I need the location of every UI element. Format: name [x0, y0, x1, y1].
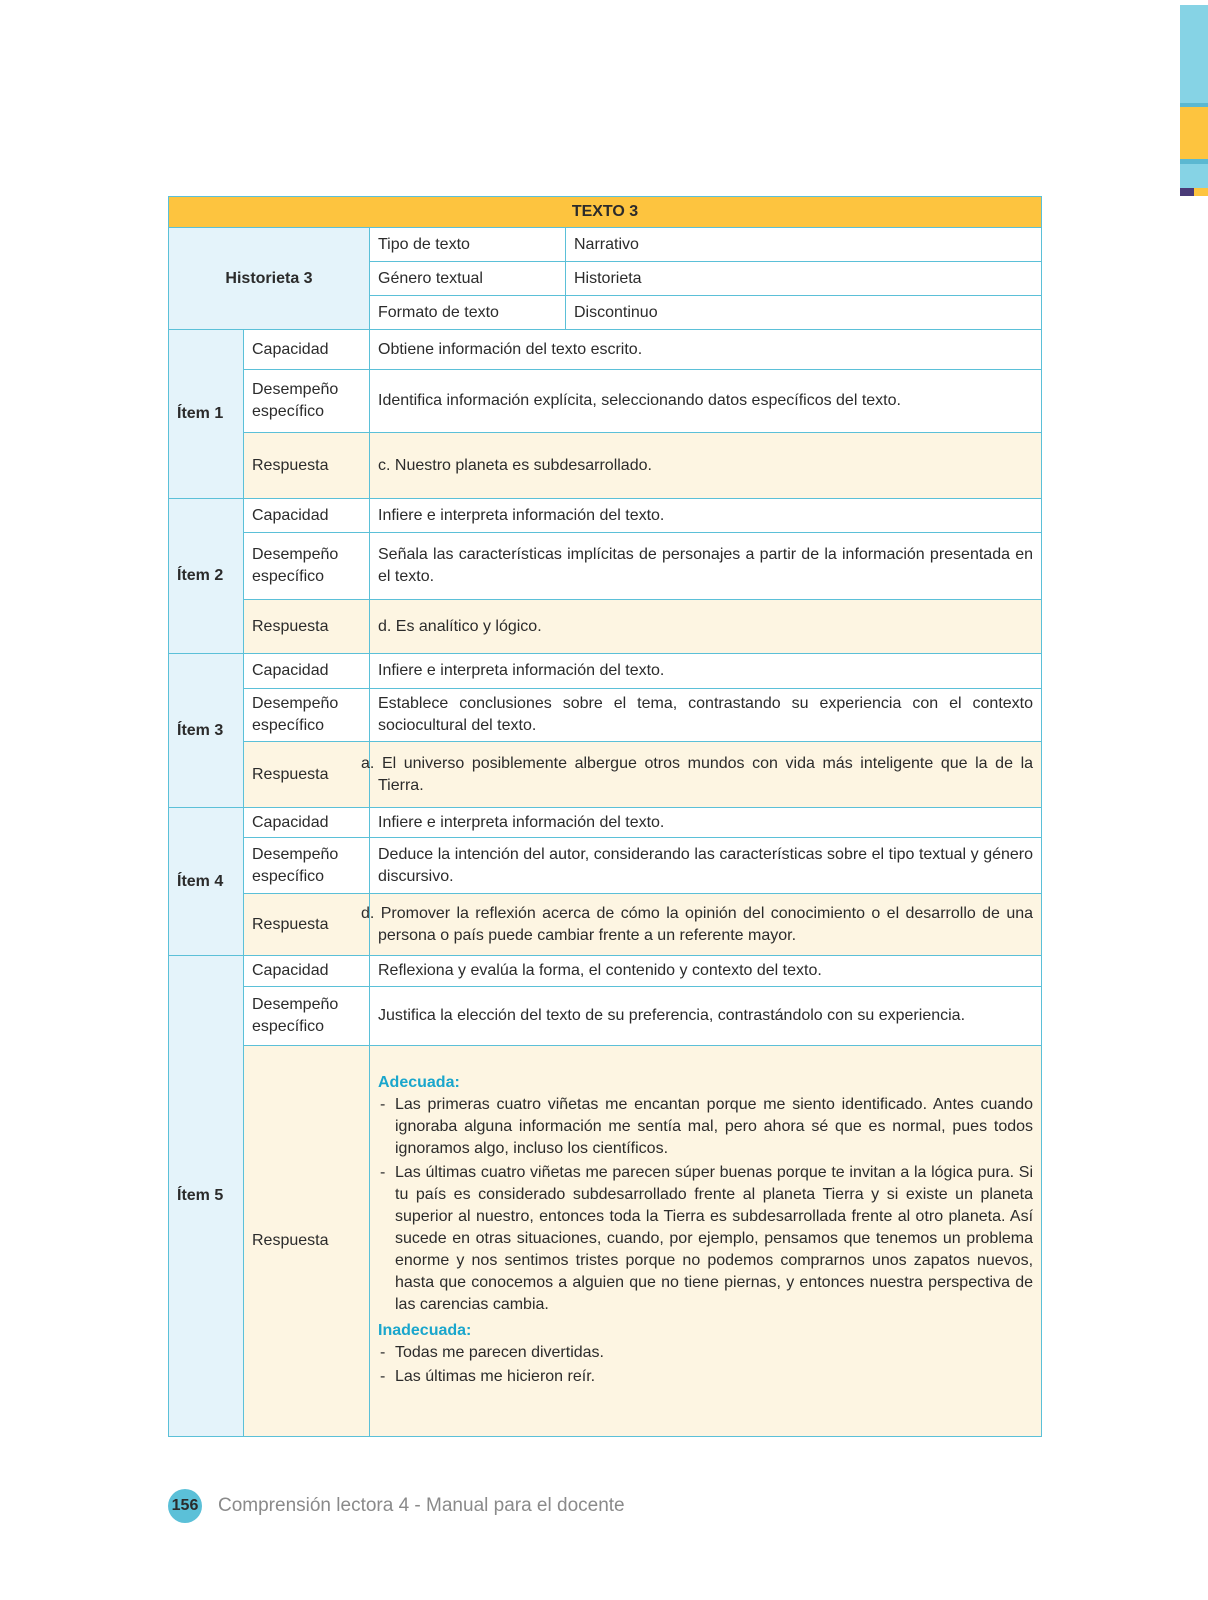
desempeno-label: Desempeño específico	[244, 533, 370, 600]
list-item: - Todas me parecen divertidas.	[378, 1342, 1033, 1364]
desempeno-label: Desempeño específico	[244, 838, 370, 894]
info-value: Historieta	[566, 262, 1042, 296]
capacidad-label: Capacidad	[244, 499, 370, 533]
info-value: Discontinuo	[566, 296, 1042, 330]
evaluation-table	[168, 196, 1042, 1437]
item-label: Ítem 4	[169, 808, 244, 956]
capacidad-label: Capacidad	[244, 330, 370, 370]
list-item: - Las últimas me hicieron reír.	[378, 1366, 1033, 1388]
desempeno-label: Desempeño específico	[244, 370, 370, 433]
capacidad-label: Capacidad	[244, 808, 370, 838]
side-tab-decoration	[1194, 188, 1208, 196]
desempeno-label: Desempeño específico	[244, 689, 370, 742]
capacidad-text: Obtiene información del texto escrito.	[370, 330, 1042, 370]
inadecuada-list	[378, 1342, 1033, 1388]
info-label: Formato de texto	[370, 296, 566, 330]
desempeno-text: Justifica la elección del texto de su preferencia, contrastándolo con su experiencia.	[370, 987, 1042, 1046]
capacidad-label: Capacidad	[244, 654, 370, 689]
respuesta-text: a. El universo posiblemente albergue otros mundos con vida más inteligente que la de la Tierra.	[370, 742, 1042, 808]
side-tab-decoration	[1180, 188, 1194, 196]
item-label: Ítem 3	[169, 654, 244, 808]
respuesta-label: Respuesta	[244, 1046, 370, 1437]
item-label: Ítem 2	[169, 499, 244, 654]
respuesta-label: Respuesta	[244, 433, 370, 499]
adecuada-label: Adecuada:	[378, 1074, 460, 1091]
desempeno-text: Identifica información explícita, seleccionando datos específicos del texto.	[370, 370, 1042, 433]
info-label: Tipo de texto	[370, 228, 566, 262]
desempeno-label: Desempeño específico	[244, 987, 370, 1046]
desempeno-text: Establece conclusiones sobre el tema, contrastando su experiencia con el contexto sociocultural del texto.	[370, 689, 1042, 742]
list-item: - Las últimas cuatro viñetas me parecen súper buenas porque te invitan a la lógica pura. Si tu país es considerado subdesarrollado frente al planeta Tierra y si existe un planeta superior al nuestro, entonces toda la Tierra es subdesarrollada frente al otro planeta. Así sucede en otras situaciones, cuando, por ejemplo, pensamos que tenemos un problema enorme y nos sentimos tristes porque no podemos comprarnos unos zapatos nuevos, hasta que conocemos a alguien que no tiene piernas, y entonces nuestra perspectiva de las carencias cambia.	[378, 1162, 1033, 1316]
text-name: Historieta 3	[169, 228, 370, 330]
respuesta-text: c. Nuestro planeta es subdesarrollado.	[370, 433, 1042, 499]
info-value: Narrativo	[566, 228, 1042, 262]
desempeno-text: Deduce la intención del autor, considerando las características sobre el tipo textual y género discursivo.	[370, 838, 1042, 894]
table-title: TEXTO 3	[169, 197, 1042, 228]
inadecuada-label: Inadecuada:	[378, 1322, 472, 1339]
respuesta-label: Respuesta	[244, 894, 370, 956]
capacidad-text: Infiere e interpreta información del texto.	[370, 808, 1042, 838]
info-label: Género textual	[370, 262, 566, 296]
respuesta-label: Respuesta	[244, 600, 370, 654]
side-tab-decoration	[1180, 107, 1208, 159]
capacidad-text: Infiere e interpreta información del texto.	[370, 499, 1042, 533]
respuesta-text: d. Promover la reflexión acerca de cómo la opinión del conocimiento o el desarrollo de una persona o país puede cambiar frente a un referente mayor.	[370, 894, 1042, 956]
capacidad-text: Reflexiona y evalúa la forma, el contenido y contexto del texto.	[370, 956, 1042, 987]
capacidad-label: Capacidad	[244, 956, 370, 987]
respuesta-text: d. Es analítico y lógico.	[370, 600, 1042, 654]
capacidad-text: Infiere e interpreta información del texto.	[370, 654, 1042, 689]
desempeno-text: Señala las características implícitas de personajes a partir de la información presentada en el texto.	[370, 533, 1042, 600]
side-tab-decoration	[1180, 164, 1208, 188]
respuesta-text	[370, 1046, 1042, 1437]
page-footer	[168, 1489, 625, 1523]
footer-title: Comprensión lectora 4 - Manual para el docente	[218, 1495, 625, 1516]
adecuada-list	[378, 1094, 1033, 1316]
item-label: Ítem 1	[169, 330, 244, 499]
respuesta-label: Respuesta	[244, 742, 370, 808]
page-number: 156	[168, 1489, 202, 1523]
list-item: - Las primeras cuatro viñetas me encantan porque me siento identificado. Antes cuando ignoraba alguna información me sentía mal, pero ahora sé que es normal, pues todos ignoramos algo, incluso los científicos.	[378, 1094, 1033, 1160]
side-tab-decoration	[1180, 5, 1208, 103]
item-label: Ítem 5	[169, 956, 244, 1437]
